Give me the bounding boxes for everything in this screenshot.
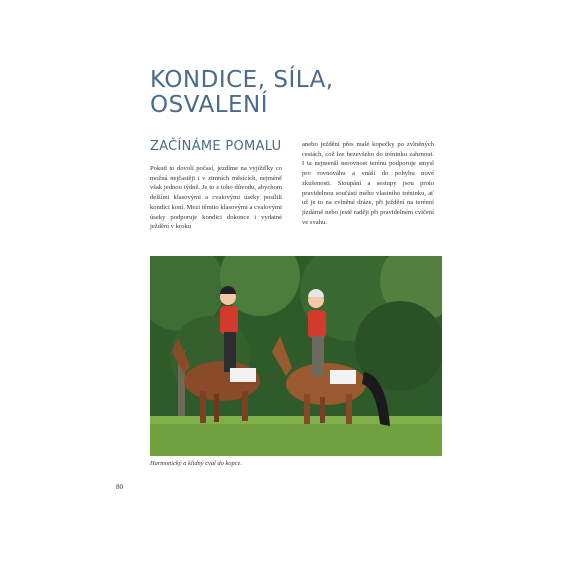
riders-photo bbox=[150, 256, 442, 456]
chapter-title-line-1: KONDICE, SÍLA, bbox=[150, 67, 334, 93]
body-text-right-column: anebo ježdění přes malé kopečky po zvlněných cestách, což lze bezevšeho do tréninku zahrnout. I ta nejmenší nerovnost terénu podporuje smysl pro rovnováhu a vnáší do pohybu nové zkušenosti. Stoupání a sestupy jsou proto pravidelnou součástí mého vlastního tréninku, ať už je to na zvlněné dráze, při ježdění na terénní jízdárně nebo jestě raději při pravidelném cvičení ve svahu. bbox=[302, 141, 434, 226]
chapter-title bbox=[150, 68, 334, 118]
body-text-left-column: Pokud to dovolí počasí, jezdíme na vyjížďky co možná nejčastěji i v zimních měsících, nejméně však jednou týdně. Je to z toho důvodu, abychom delšími klasovými a cvalovými úseky posílili kondici koní. Mezi těmito klasovými a cvalovými úseky podporuje kondici dokonce i vydatné ježdění v kroku bbox=[150, 165, 282, 231]
section-title: ZAČÍNÁME POMALU bbox=[150, 139, 282, 154]
chapter-title-line-2: OSVALENÍ bbox=[150, 92, 269, 118]
page-number: 80 bbox=[116, 483, 123, 491]
riders-photo-illustration bbox=[150, 256, 442, 456]
photo-caption: Harmonický a klidný cval do kopce. bbox=[150, 460, 242, 467]
